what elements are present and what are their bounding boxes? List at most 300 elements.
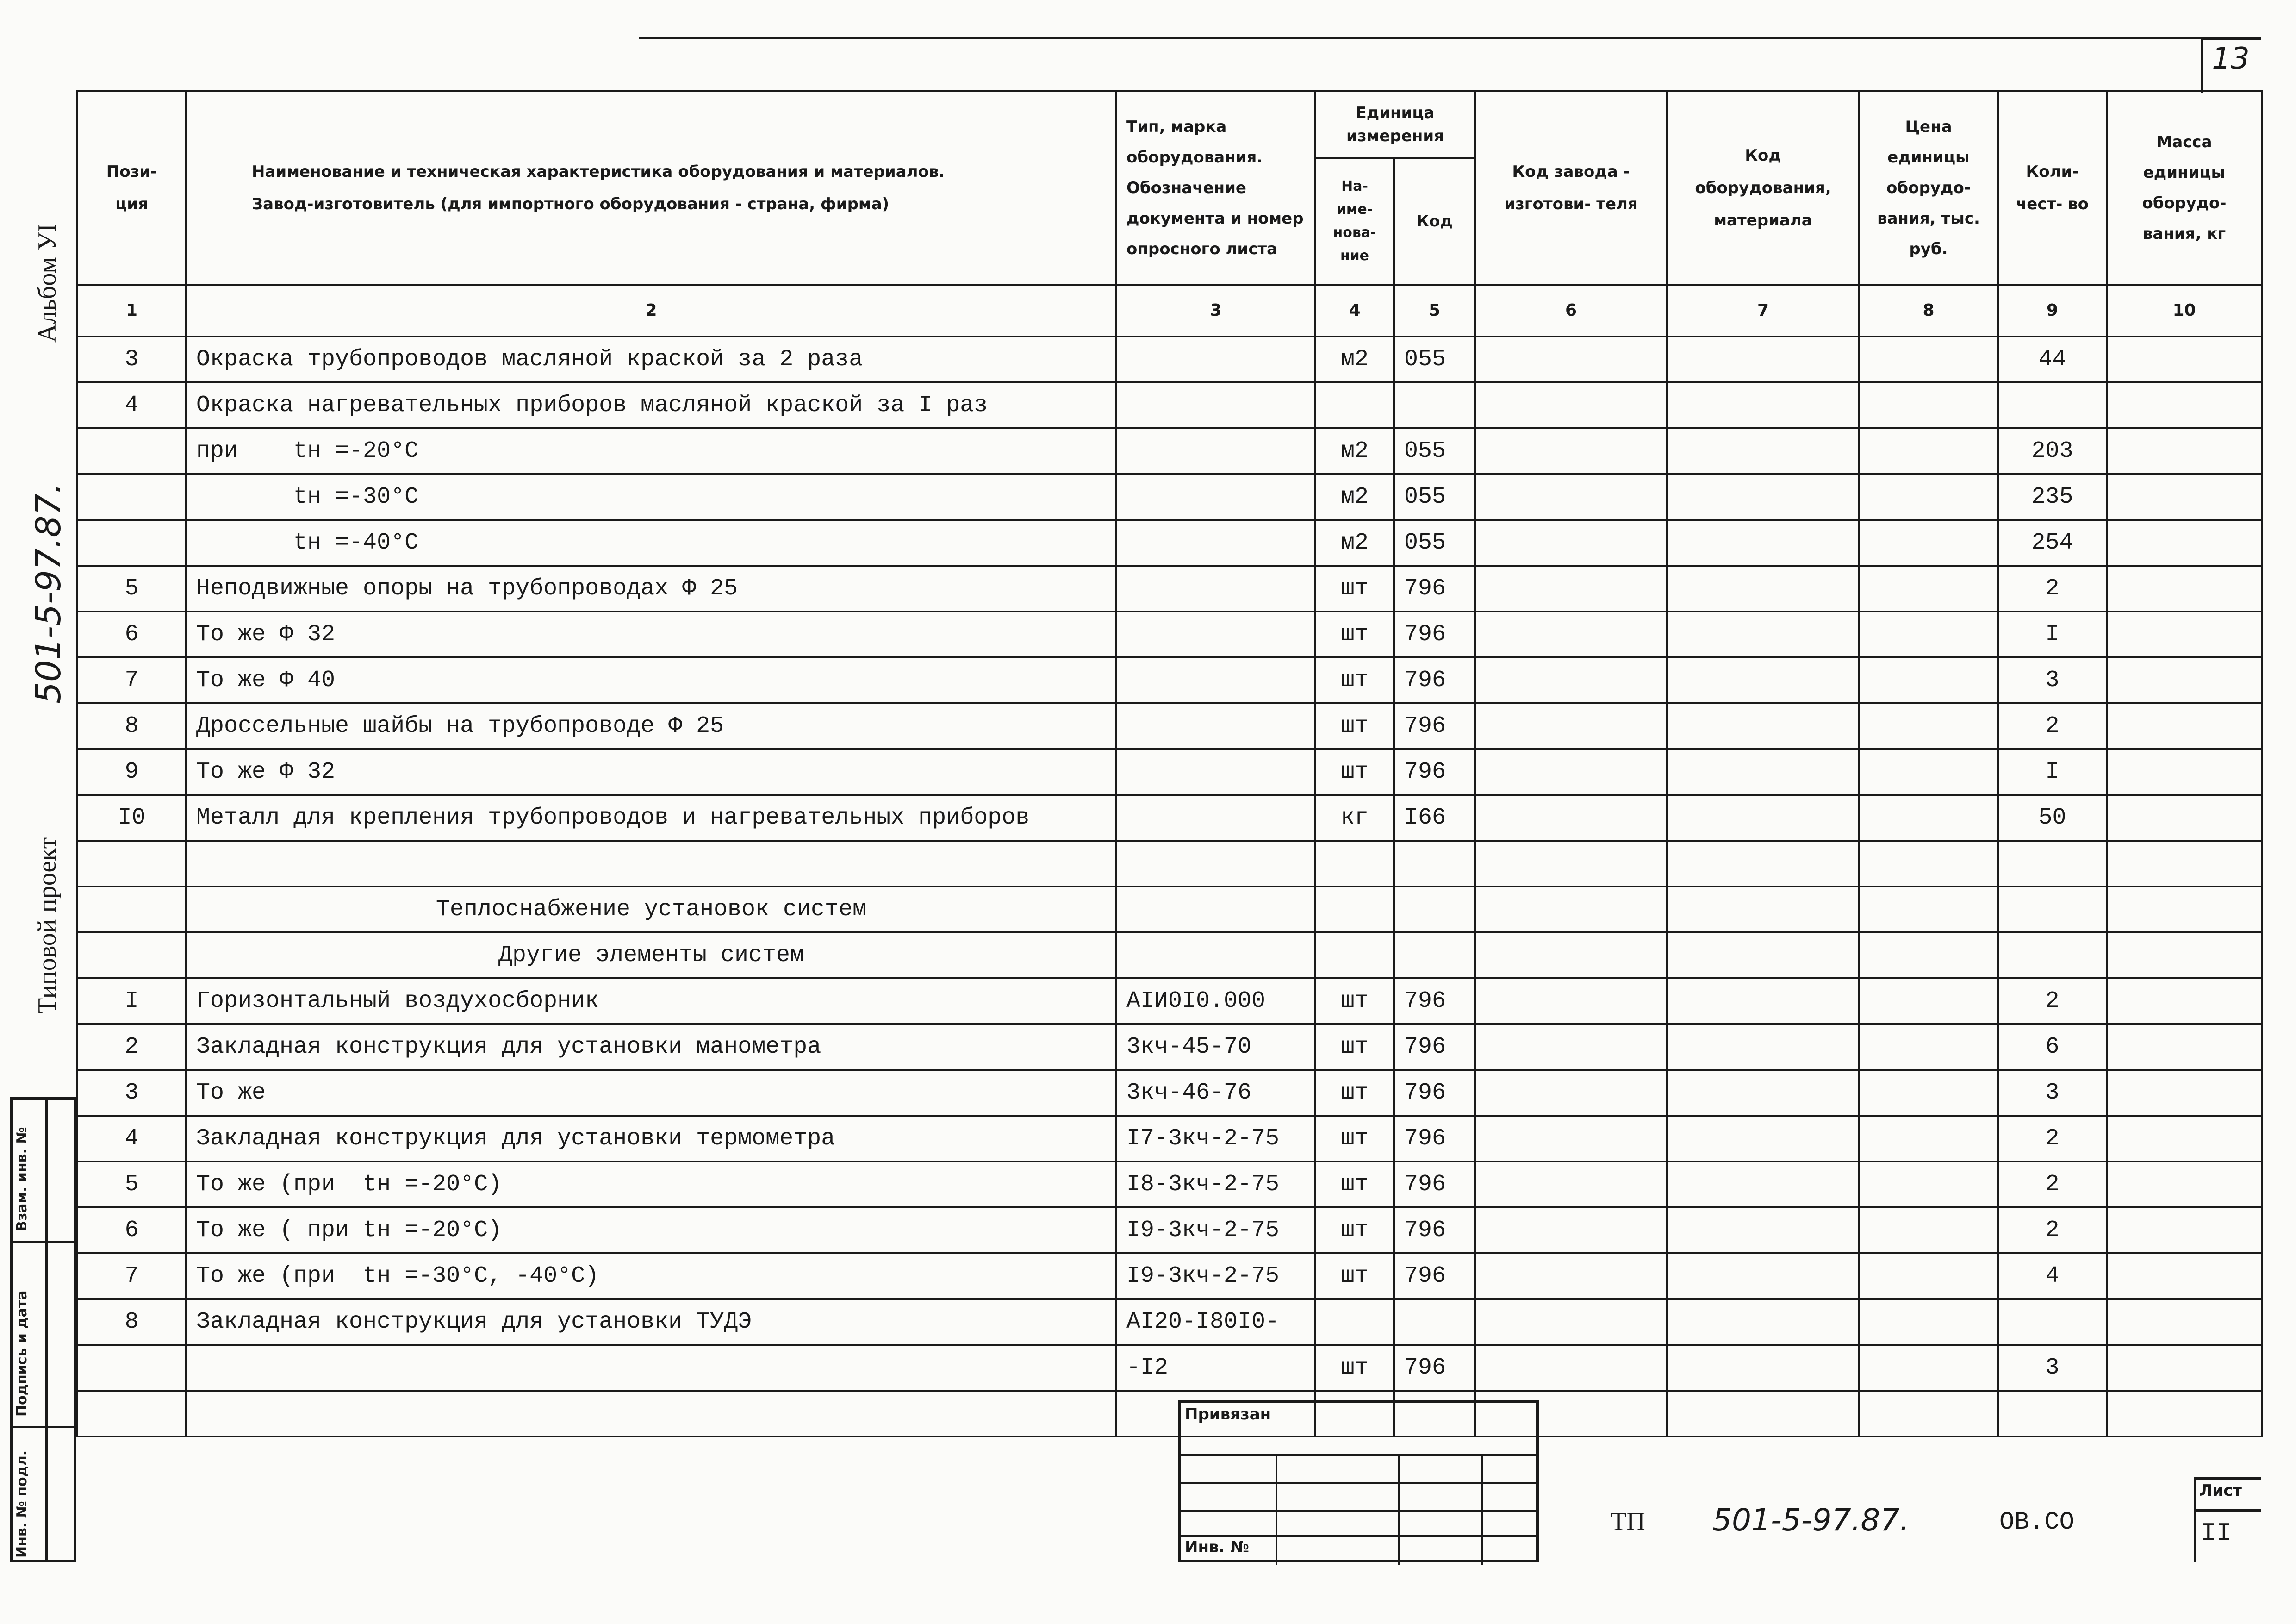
row-name: То же Ф 32 (186, 612, 1116, 657)
row-type: АIИ0I0.000 (1116, 978, 1315, 1024)
row-material-code (1667, 382, 1859, 428)
col-header-quantity: Коли- чест- во (1998, 91, 2107, 285)
row-type (1116, 337, 1315, 382)
row-position: 7 (77, 1253, 186, 1299)
row-price (1859, 795, 1998, 841)
row-unit: шт (1315, 1207, 1394, 1253)
row-factory-code (1475, 1253, 1667, 1299)
row-price (1859, 1345, 1998, 1391)
table-row (77, 1207, 2262, 1253)
row-mass (2107, 703, 2262, 749)
col-number: 9 (1998, 285, 2107, 337)
row-name: Закладная конструкция для установки термометра (186, 1116, 1116, 1162)
row-material-code (1667, 1391, 1859, 1437)
col-header-name (186, 91, 1116, 285)
row-position (77, 841, 186, 887)
row-material-code (1667, 1299, 1859, 1345)
col-header-unit: Единица измерения (1315, 91, 1475, 158)
row-section-title: Другие элементы систем (186, 932, 1116, 978)
row-type (1116, 795, 1315, 841)
row-quantity: 2 (1998, 1162, 2107, 1207)
col-number: 4 (1315, 285, 1394, 337)
row-unit: м2 (1315, 474, 1394, 520)
table-row (77, 703, 2262, 749)
table-row (77, 1253, 2262, 1299)
row-name: Дроссельные шайбы на трубопроводе Ф 25 (186, 703, 1116, 749)
col-number: 8 (1859, 285, 1998, 337)
col-header-type: Тип, марка оборудования. Обозначение документа и номер опросного листа (1116, 91, 1315, 285)
row-mass (2107, 520, 2262, 566)
row-price (1859, 612, 1998, 657)
row-unit-code: 796 (1394, 703, 1475, 749)
row-unit-code: 796 (1394, 612, 1475, 657)
row-factory-code (1475, 978, 1667, 1024)
table-row (77, 566, 2262, 612)
row-quantity: 2 (1998, 566, 2107, 612)
row-price (1859, 1116, 1998, 1162)
row-price (1859, 932, 1998, 978)
row-mass (2107, 657, 2262, 703)
table-row (77, 1162, 2262, 1207)
row-unit-code (1394, 887, 1475, 932)
row-type (1116, 932, 1315, 978)
row-name: Горизонтальный воздухосборник (186, 978, 1116, 1024)
row-type: I9-3кч-2-75 (1116, 1207, 1315, 1253)
col-header-position: Пози- ция (77, 91, 186, 285)
row-factory-code (1475, 1162, 1667, 1207)
row-mass (2107, 428, 2262, 474)
col-number: 7 (1667, 285, 1859, 337)
row-quantity (1998, 1299, 2107, 1345)
row-unit-code: 796 (1394, 1345, 1475, 1391)
row-material-code (1667, 1024, 1859, 1070)
row-name: То же (при tн =-20°C) (186, 1162, 1116, 1207)
row-material-code (1667, 612, 1859, 657)
row-unit: шт (1315, 1253, 1394, 1299)
row-name (186, 1345, 1116, 1391)
row-price (1859, 474, 1998, 520)
row-factory-code (1475, 337, 1667, 382)
table-row (77, 795, 2262, 841)
row-mass (2107, 1070, 2262, 1116)
row-unit: кг (1315, 795, 1394, 841)
row-section-title: Теплоснабжение установок систем (186, 887, 1116, 932)
row-material-code (1667, 749, 1859, 795)
row-unit-code: 796 (1394, 1207, 1475, 1253)
row-material-code (1667, 520, 1859, 566)
row-quantity: 2 (1998, 978, 2107, 1024)
title-block-tp: ТП (1611, 1507, 1645, 1536)
row-unit: шт (1315, 612, 1394, 657)
row-mass (2107, 932, 2262, 978)
row-price (1859, 1253, 1998, 1299)
row-material-code (1667, 337, 1859, 382)
table-row (77, 612, 2262, 657)
row-quantity: 4 (1998, 1253, 2107, 1299)
row-material-code (1667, 795, 1859, 841)
row-type (1116, 749, 1315, 795)
stamp-label-original-inv: Инв. № подл. (14, 1450, 30, 1558)
row-unit (1315, 841, 1394, 887)
row-position: 4 (77, 382, 186, 428)
col-number: 6 (1475, 285, 1667, 337)
row-name: tн =-40°C (186, 520, 1116, 566)
row-mass (2107, 978, 2262, 1024)
table-row (77, 337, 2262, 382)
row-unit-code: 796 (1394, 1162, 1475, 1207)
table-row (77, 749, 2262, 795)
row-mass (2107, 749, 2262, 795)
col-number: 2 (186, 285, 1116, 337)
row-factory-code (1475, 382, 1667, 428)
row-unit: шт (1315, 1162, 1394, 1207)
row-type (1116, 703, 1315, 749)
row-unit: шт (1315, 1345, 1394, 1391)
row-type: I9-3кч-2-75 (1116, 1253, 1315, 1299)
row-unit-code: 055 (1394, 520, 1475, 566)
row-price (1859, 1024, 1998, 1070)
row-unit (1315, 887, 1394, 932)
specification-table (76, 90, 2263, 1437)
table-row (77, 978, 2262, 1024)
col-number: 3 (1116, 285, 1315, 337)
row-name: Закладная конструкция для установки ТУДЭ (186, 1299, 1116, 1345)
table-row (77, 657, 2262, 703)
row-quantity: 2 (1998, 1116, 2107, 1162)
row-mass (2107, 841, 2262, 887)
table-row (77, 841, 2262, 887)
row-price (1859, 520, 1998, 566)
row-price (1859, 566, 1998, 612)
row-type (1116, 382, 1315, 428)
row-factory-code (1475, 1070, 1667, 1116)
col-header-factory-code: Код завода - изготови- теля (1475, 91, 1667, 285)
row-material-code (1667, 428, 1859, 474)
row-quantity (1998, 887, 2107, 932)
row-factory-code (1475, 1024, 1667, 1070)
row-price (1859, 657, 1998, 703)
row-mass (2107, 1024, 2262, 1070)
row-quantity: 44 (1998, 337, 2107, 382)
row-factory-code (1475, 749, 1667, 795)
row-material-code (1667, 887, 1859, 932)
row-quantity: 203 (1998, 428, 2107, 474)
row-mass (2107, 1116, 2262, 1162)
row-factory-code (1475, 1345, 1667, 1391)
row-unit: шт (1315, 749, 1394, 795)
binding-stamp-title: Привязан (1185, 1405, 1271, 1424)
row-mass (2107, 795, 2262, 841)
table-row (77, 1345, 2262, 1391)
row-price (1859, 1162, 1998, 1207)
row-unit (1315, 932, 1394, 978)
stamp-separator (10, 1241, 76, 1243)
row-unit: шт (1315, 1116, 1394, 1162)
row-quantity: 254 (1998, 520, 2107, 566)
row-position: 5 (77, 1162, 186, 1207)
row-position (77, 887, 186, 932)
row-unit-code (1394, 932, 1475, 978)
row-type (1116, 566, 1315, 612)
row-type (1116, 612, 1315, 657)
row-name: То же (при tн =-30°C, -40°C) (186, 1253, 1116, 1299)
row-material-code (1667, 1253, 1859, 1299)
row-position: 9 (77, 749, 186, 795)
row-unit-code: 796 (1394, 1024, 1475, 1070)
row-position: I0 (77, 795, 186, 841)
row-type: I8-3кч-2-75 (1116, 1162, 1315, 1207)
row-type (1116, 887, 1315, 932)
row-mass (2107, 887, 2262, 932)
row-name: при tн =-20°C (186, 428, 1116, 474)
row-price (1859, 428, 1998, 474)
row-material-code (1667, 932, 1859, 978)
row-unit: шт (1315, 703, 1394, 749)
row-unit-code (1394, 382, 1475, 428)
row-price (1859, 1391, 1998, 1437)
row-name: Окраска нагревательных приборов масляной краской за I раз (186, 382, 1116, 428)
row-material-code (1667, 841, 1859, 887)
row-position: 3 (77, 1070, 186, 1116)
row-position (77, 428, 186, 474)
row-price (1859, 887, 1998, 932)
table-row (77, 428, 2262, 474)
row-quantity: 6 (1998, 1024, 2107, 1070)
row-mass (2107, 337, 2262, 382)
col-number: 10 (2107, 285, 2262, 337)
row-unit (1315, 1299, 1394, 1345)
table-row (77, 887, 2262, 932)
specification-body (77, 337, 2262, 1437)
row-mass (2107, 612, 2262, 657)
col-number: 5 (1394, 285, 1475, 337)
row-material-code (1667, 657, 1859, 703)
row-quantity: I (1998, 612, 2107, 657)
row-unit-code: 055 (1394, 428, 1475, 474)
row-unit: шт (1315, 1024, 1394, 1070)
row-unit-code: 796 (1394, 1253, 1475, 1299)
sheet-box-separator (2194, 1509, 2261, 1512)
row-position: 2 (77, 1024, 186, 1070)
header-row (77, 91, 2262, 158)
row-factory-code (1475, 520, 1667, 566)
row-position: 8 (77, 1299, 186, 1345)
col-number: 1 (77, 285, 186, 337)
row-material-code (1667, 1116, 1859, 1162)
table-row (77, 1024, 2262, 1070)
row-unit-code (1394, 1299, 1475, 1345)
row-factory-code (1475, 795, 1667, 841)
row-unit-code: 055 (1394, 337, 1475, 382)
table-row (77, 520, 2262, 566)
row-unit-code (1394, 841, 1475, 887)
binding-stamp-inv-label: Инв. № (1185, 1538, 1250, 1556)
row-unit-code: 796 (1394, 749, 1475, 795)
row-factory-code (1475, 841, 1667, 887)
row-unit-code: 796 (1394, 978, 1475, 1024)
row-mass (2107, 1299, 2262, 1345)
row-unit: м2 (1315, 520, 1394, 566)
row-type: I7-3кч-2-75 (1116, 1116, 1315, 1162)
table-row (77, 1299, 2262, 1345)
row-factory-code (1475, 703, 1667, 749)
row-factory-code (1475, 612, 1667, 657)
table-row (77, 474, 2262, 520)
row-name: То же Ф 32 (186, 749, 1116, 795)
col-header-material-code: Код оборудования, материала (1667, 91, 1859, 285)
row-unit-code: 796 (1394, 566, 1475, 612)
column-number-row (77, 285, 2262, 337)
row-material-code (1667, 703, 1859, 749)
row-factory-code (1475, 657, 1667, 703)
row-price (1859, 382, 1998, 428)
row-position: 7 (77, 657, 186, 703)
row-price (1859, 1070, 1998, 1116)
title-block-doc-code: 501-5-97.87. (1712, 1502, 1910, 1538)
col-header-unit-code: Код (1394, 158, 1475, 285)
row-unit-code: 796 (1394, 1070, 1475, 1116)
row-type: 3кч-45-70 (1116, 1024, 1315, 1070)
row-position: 6 (77, 612, 186, 657)
row-unit-code: 796 (1394, 657, 1475, 703)
row-name (186, 841, 1116, 887)
stamp-label-signature-date: Подпись и дата (14, 1290, 30, 1417)
row-unit: шт (1315, 566, 1394, 612)
row-name: Закладная конструкция для установки манометра (186, 1024, 1116, 1070)
row-factory-code (1475, 474, 1667, 520)
row-quantity: 50 (1998, 795, 2107, 841)
row-quantity: 3 (1998, 1345, 2107, 1391)
row-quantity (1998, 841, 2107, 887)
stamp-label-replaced-inv: Взам. инв. № (14, 1127, 30, 1231)
row-unit: шт (1315, 657, 1394, 703)
row-quantity (1998, 932, 2107, 978)
row-unit: шт (1315, 1070, 1394, 1116)
row-type (1116, 657, 1315, 703)
row-name: Неподвижные опоры на трубопроводах Ф 25 (186, 566, 1116, 612)
row-mass (2107, 1345, 2262, 1391)
row-quantity (1998, 382, 2107, 428)
row-mass (2107, 566, 2262, 612)
margin-project-code: 501-5-97.87. (29, 482, 68, 704)
row-mass (2107, 474, 2262, 520)
page-number: 13 (2212, 42, 2250, 76)
row-quantity: 2 (1998, 1207, 2107, 1253)
row-price (1859, 749, 1998, 795)
row-factory-code (1475, 1207, 1667, 1253)
row-name: То же ( при tн =-20°C) (186, 1207, 1116, 1253)
table-row (77, 1070, 2262, 1116)
row-material-code (1667, 1162, 1859, 1207)
row-quantity (1998, 1391, 2107, 1437)
stamp-separator (10, 1426, 76, 1428)
row-factory-code (1475, 1116, 1667, 1162)
row-type (1116, 474, 1315, 520)
row-price (1859, 1207, 1998, 1253)
row-quantity: I (1998, 749, 2107, 795)
row-mass (2107, 1207, 2262, 1253)
row-unit: м2 (1315, 428, 1394, 474)
row-material-code (1667, 1345, 1859, 1391)
row-position (77, 520, 186, 566)
row-material-code (1667, 1207, 1859, 1253)
row-position (77, 1391, 186, 1437)
col-header-name-line2: Завод-изготовитель (для импортного оборудования - страна, фирма) (252, 195, 890, 213)
row-mass (2107, 382, 2262, 428)
row-factory-code (1475, 566, 1667, 612)
row-material-code (1667, 474, 1859, 520)
row-position: 4 (77, 1116, 186, 1162)
row-unit-code: 055 (1394, 474, 1475, 520)
row-material-code (1667, 978, 1859, 1024)
row-name: То же Ф 40 (186, 657, 1116, 703)
row-position (77, 474, 186, 520)
row-material-code (1667, 1070, 1859, 1116)
row-position: 8 (77, 703, 186, 749)
row-type (1116, 520, 1315, 566)
row-name: tн =-30°C (186, 474, 1116, 520)
row-quantity: 235 (1998, 474, 2107, 520)
row-position: 6 (77, 1207, 186, 1253)
row-name: То же (186, 1070, 1116, 1116)
row-quantity: 2 (1998, 703, 2107, 749)
typical-project-label: Типовой проект (33, 837, 62, 1014)
table-row (77, 1116, 2262, 1162)
row-position: I (77, 978, 186, 1024)
row-price (1859, 1299, 1998, 1345)
col-header-mass: Масса единицы оборудо- вания, кг (2107, 91, 2262, 285)
table-row (77, 382, 2262, 428)
sheet-number: II (2201, 1518, 2232, 1548)
row-position (77, 1345, 186, 1391)
table-row (77, 1391, 2262, 1437)
row-unit (1315, 382, 1394, 428)
top-border-line (639, 37, 2203, 39)
table-row (77, 932, 2262, 978)
row-mass (2107, 1391, 2262, 1437)
row-name: Окраска трубопроводов масляной краской за 2 раза (186, 337, 1116, 382)
row-type: АI20-I80I0- (1116, 1299, 1315, 1345)
row-mass (2107, 1253, 2262, 1299)
col-header-unit-name: На- име- нова- ние (1315, 158, 1394, 285)
row-material-code (1667, 566, 1859, 612)
row-name (186, 1391, 1116, 1437)
col-header-name-line1: Наименование и техническая характеристика оборудования и материалов. (252, 162, 945, 181)
row-position: 5 (77, 566, 186, 612)
row-position: 3 (77, 337, 186, 382)
row-type (1116, 428, 1315, 474)
row-factory-code (1475, 932, 1667, 978)
row-type: 3кч-46-76 (1116, 1070, 1315, 1116)
row-unit-code: 796 (1394, 1116, 1475, 1162)
row-unit: м2 (1315, 337, 1394, 382)
col-header-price: Цена единицы оборудо- вания, тыс. руб. (1859, 91, 1998, 285)
row-unit: шт (1315, 978, 1394, 1024)
title-block-section: ОВ.СО (1999, 1508, 2075, 1537)
row-type: -I2 (1116, 1345, 1315, 1391)
row-price (1859, 337, 1998, 382)
sheet-label: Лист (2199, 1481, 2242, 1500)
row-mass (2107, 1162, 2262, 1207)
row-quantity: 3 (1998, 1070, 2107, 1116)
row-quantity: 3 (1998, 657, 2107, 703)
row-name: Металл для крепления трубопроводов и нагревательных приборов (186, 795, 1116, 841)
row-price (1859, 841, 1998, 887)
row-position (77, 932, 186, 978)
row-price (1859, 978, 1998, 1024)
row-factory-code (1475, 1299, 1667, 1345)
row-unit-code: I66 (1394, 795, 1475, 841)
